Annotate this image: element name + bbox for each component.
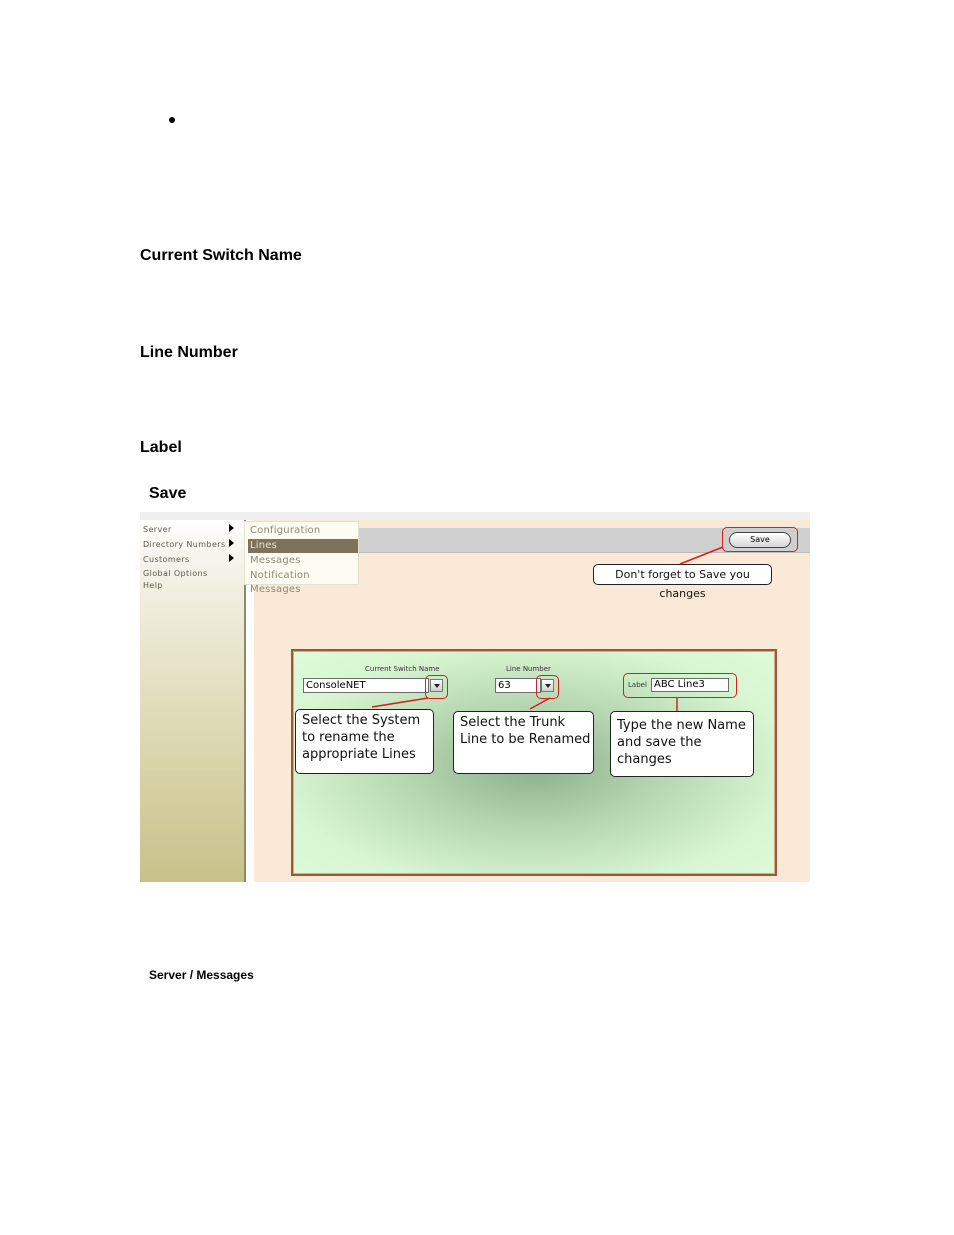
submenu-item-messages[interactable]: Messages — [250, 555, 301, 566]
callout-select-trunk: Select the Trunk Line to be Renamed — [453, 711, 594, 774]
line-number-select[interactable]: 63 — [495, 678, 541, 693]
label-input[interactable]: ABC Line3 — [651, 678, 729, 692]
heading-current-switch-name: Current Switch Name — [140, 247, 302, 264]
save-button[interactable]: Save — [729, 532, 791, 548]
callout-type-name: Type the new Name and save the changes — [610, 711, 754, 777]
sidebar-item-customers[interactable]: Customers — [143, 555, 190, 564]
sidebar-item-directory-numbers[interactable]: Directory Numbers — [143, 540, 226, 549]
heading-line-number: Line Number — [140, 344, 238, 361]
heading-save: Save — [149, 485, 187, 502]
label-field-label: Label — [628, 681, 647, 689]
caption-server-messages: Server / Messages — [149, 968, 254, 982]
submenu-item-notification-messages[interactable]: Notification Messages — [250, 570, 310, 595]
sidebar-item-help[interactable]: Help — [143, 581, 163, 590]
submenu-item-lines[interactable]: Lines — [248, 539, 358, 553]
list-bullet — [169, 117, 175, 123]
switch-name-select[interactable]: ConsoleNET — [303, 678, 429, 693]
sidebar-item-global-options[interactable]: Global Options — [143, 569, 208, 578]
app-screenshot — [140, 512, 810, 882]
annotation-lines — [140, 512, 810, 882]
sidebar-item-server[interactable]: Server — [143, 525, 172, 534]
callout-select-system: Select the System to rename the appropriate Lines — [295, 709, 434, 774]
callout-save-reminder: Don't forget to Save you changes — [593, 564, 772, 585]
submenu-item-configuration[interactable]: Configuration — [250, 525, 321, 536]
line-number-label: Line Number — [506, 665, 551, 673]
switch-name-label: Current Switch Name — [365, 665, 440, 673]
heading-label: Label — [140, 439, 182, 456]
